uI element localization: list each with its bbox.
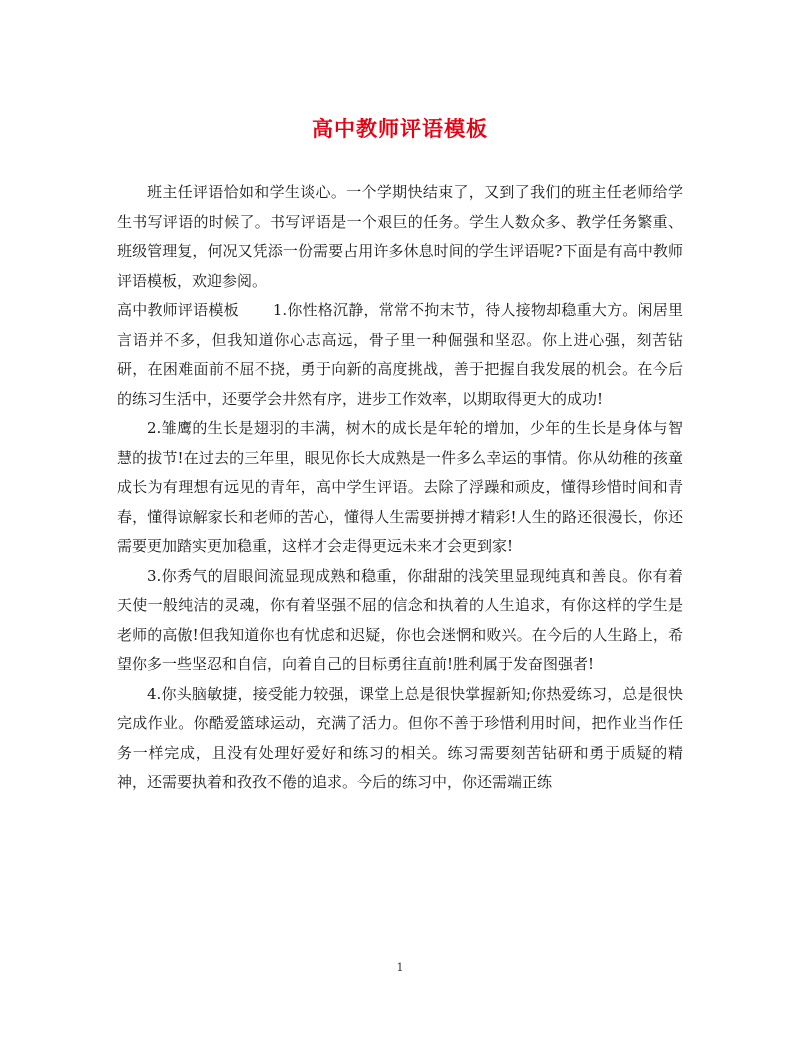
comment-item-4: 4.你头脑敏捷，接受能力较强，课堂上总是很快掌握新知;你热爱练习，总是很快完成作业。你酷爱篮球运动，充满了活力。但你不善于珍惜利用时间，把作业当作任务一样完成，且没有处理好爱好和练习的相关。练习需要刻苦钻研和勇于质疑的精神，还需要执着和孜孜不倦的追求。今后的练习中，你还需端正练 — [117, 684, 683, 791]
page-number: 1 — [396, 961, 404, 974]
intro-paragraph: 班主任评语恰如和学生谈心。一个学期快结束了，又到了我们的班主任老师给学生书写评语的时候了。书写评语是一个艰巨的任务。学生人数众多、教学任务繁重、班级管理复，何况又凭添一份需要占用许多休息时间的学生评语呢?下面是有高中教师评语模板，欢迎参阅。 — [117, 183, 683, 290]
comment-text-1: 1.你性格沉静，常常不拘末节，待人接物却稳重大方。闲居里言语并不多，但我知道你心志高远，骨子里一种倔强和坚忍。你上进心强，刻苦钻研，在困难面前不屈不挠，勇于向新的高度挑战，善于把握自我发展的机会。在今后的练习生活中，还要学会井然有序，进步工作效率，以期取得更大的成功! — [117, 301, 683, 408]
comment-item-2: 2.雏鹰的生长是翅羽的丰满，树木的成长是年轮的增加，少年的生长是身体与智慧的拔节!在过去的三年里，眼见你长大成熟是一件多么幸运的事情。你从幼稚的孩童成长为有理想有远见的青年，高中学生评语。去除了浮躁和顽皮，懂得珍惜时间和青春，懂得谅解家长和老师的苦心，懂得人生需要拼搏才精彩!人生的路还很漫长，你还需要更加踏实更加稳重，这样才会走得更远未来才会更到家! — [117, 419, 683, 555]
comment-item-1 — [117, 296, 683, 414]
page-title: 高中教师评语模板 — [312, 116, 488, 141]
section-label: 高中教师评语模板 — [117, 301, 239, 319]
comment-item-3: 3.你秀气的眉眼间流显现成熟和稳重，你甜甜的浅笑里显现纯真和善良。你有着天使一般纯洁的灵魂，你有着坚强不屈的信念和执着的人生追求，有你这样的学生是老师的高傲!但我知道你也有忧虑和迟疑，你也会迷惘和败兴。在今后的人生路上，希望你多一些坚忍和自信，向着自己的目标勇往直前!胜利属于发奋图强者! — [117, 566, 683, 673]
document-body — [117, 178, 683, 798]
